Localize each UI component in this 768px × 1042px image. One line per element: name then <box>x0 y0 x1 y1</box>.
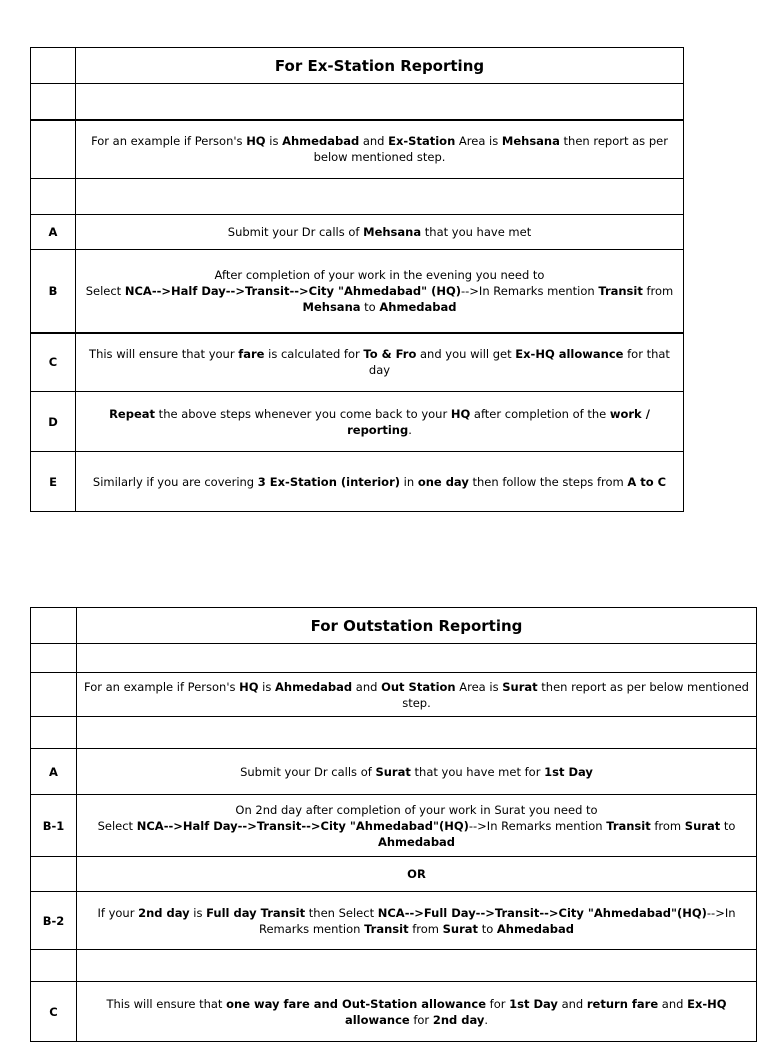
bold-text: Mehsana <box>302 299 361 314</box>
bold-text: Transit <box>364 921 409 936</box>
bold-text: HQ <box>450 406 471 421</box>
bold-text: NCA-->Half Day-->Transit-->City "Ahmedabad" (HQ) <box>124 283 461 298</box>
bold-text: NCA-->Full Day-->Transit-->City "Ahmedabad"(HQ) <box>377 905 707 920</box>
step-key: B <box>31 250 76 333</box>
bold-text: one way fare and Out-Station allowance <box>226 996 486 1011</box>
bold-text: one day <box>417 474 469 489</box>
table-row <box>31 84 684 120</box>
outstation-intro: For an example if Person's HQ is Ahmedabad and Out Station Area is Surat then report as per below mentioned step. <box>77 673 757 717</box>
bold-text: fare <box>238 347 265 362</box>
step-key: C <box>31 982 77 1042</box>
bold-text: 1st Day <box>509 996 558 1011</box>
empty-cell <box>31 644 77 673</box>
step-text: On 2nd day after completion of your work in Surat you need to Select NCA-->Half Day-->Transit-->City "Ahmedabad"(HQ)-->In Remarks mention Transit from Surat to Ahmedabad <box>77 795 757 857</box>
or-row <box>31 857 757 892</box>
empty-cell <box>31 673 77 717</box>
table-row <box>31 48 684 84</box>
bold-text: Transit <box>606 818 651 833</box>
empty-cell <box>31 179 76 215</box>
bold-text: Ex-HQ allowance <box>344 996 727 1027</box>
or-label: OR <box>77 857 757 892</box>
bold-text: To & Fro <box>363 347 417 362</box>
table-row <box>31 717 757 749</box>
step-row-b1 <box>31 795 757 857</box>
step-row-b2 <box>31 892 757 950</box>
bold-text: Transit <box>598 283 643 298</box>
empty-cell <box>77 950 757 982</box>
bold-text: 2nd day <box>432 1012 485 1027</box>
step-text: If your 2nd day is Full day Transit then Select NCA-->Full Day-->Transit-->City "Ahmedabad"(HQ)-->In Remarks mention Transit from Surat to Ahmedabad <box>77 892 757 950</box>
outstation-table <box>30 607 757 1042</box>
empty-cell <box>77 644 757 673</box>
bold-text: HQ <box>239 679 259 694</box>
bold-text: Ahmedabad <box>282 134 360 149</box>
step-text: After completion of your work in the evening you need to Select NCA-->Half Day-->Transit-->City "Ahmedabad" (HQ)-->In Remarks mention Transit from Mehsana to Ahmedabad <box>76 250 684 333</box>
step-text: Submit your Dr calls of Mehsana that you have met <box>76 215 684 250</box>
step-row-a <box>31 749 757 795</box>
step-key: E <box>31 452 76 512</box>
step-row-d <box>31 392 684 452</box>
bold-text: 3 Ex-Station (interior) <box>257 474 401 489</box>
step-text: Submit your Dr calls of Surat that you have met for 1st Day <box>77 749 757 795</box>
empty-cell <box>31 48 76 84</box>
bold-text: Ex-HQ allowance <box>515 347 624 362</box>
table-row <box>31 950 757 982</box>
bold-text: Out Station <box>381 679 456 694</box>
table-row <box>31 179 684 215</box>
bold-text: Surat <box>375 764 411 779</box>
empty-cell <box>31 857 77 892</box>
bold-text: Ahmedabad <box>377 834 456 849</box>
bold-text: NCA-->Half Day-->Transit-->City "Ahmedabad"(HQ) <box>136 818 469 833</box>
step-row-a <box>31 215 684 250</box>
table-row <box>31 608 757 644</box>
bold-text: return fare <box>586 996 659 1011</box>
empty-cell <box>77 717 757 749</box>
table-row <box>31 644 757 673</box>
empty-cell <box>31 84 76 120</box>
bold-text: Surat <box>502 679 538 694</box>
bold-text: Mehsana <box>501 134 560 149</box>
outstation-title: For Outstation Reporting <box>77 608 757 644</box>
table-row <box>31 120 684 179</box>
step-text: Similarly if you are covering 3 Ex-Station (interior) in one day then follow the steps from A to C <box>76 452 684 512</box>
bold-text: Full day Transit <box>206 905 306 920</box>
bold-text: Surat <box>684 818 721 833</box>
empty-cell <box>76 179 684 215</box>
step-key: A <box>31 215 76 250</box>
step-text: Repeat the above steps whenever you come back to your HQ after completion of the work / reporting. <box>76 392 684 452</box>
step-text: This will ensure that your fare is calculated for To & Fro and you will get Ex-HQ allowance for that day <box>76 333 684 392</box>
empty-cell <box>31 120 76 179</box>
bold-text: Ahmedabad <box>379 299 457 314</box>
step-row-c <box>31 982 757 1042</box>
bold-text: HQ <box>246 134 266 149</box>
step-text: This will ensure that one way fare and Out-Station allowance for 1st Day and return fare and Ex-HQ allowance for 2nd day. <box>77 982 757 1042</box>
ex-station-table <box>30 47 684 512</box>
table-row <box>31 673 757 717</box>
empty-cell <box>31 717 77 749</box>
bold-text: Surat <box>442 921 479 936</box>
step-row-e <box>31 452 684 512</box>
bold-text: Ahmedabad <box>496 921 574 936</box>
step-row-b <box>31 250 684 333</box>
empty-cell <box>31 608 77 644</box>
bold-text: 1st Day <box>544 764 593 779</box>
step-key: D <box>31 392 76 452</box>
ex-station-title: For Ex-Station Reporting <box>76 48 684 84</box>
step-key: B-2 <box>31 892 77 950</box>
empty-cell <box>31 950 77 982</box>
bold-text: work / reporting <box>347 406 650 437</box>
step-key: C <box>31 333 76 392</box>
step-key: B-1 <box>31 795 77 857</box>
bold-text: Mehsana <box>363 225 422 239</box>
step-key: A <box>31 749 77 795</box>
step-row-c <box>31 333 684 392</box>
bold-text: Repeat <box>109 406 156 421</box>
ex-station-intro: For an example if Person's HQ is Ahmedabad and Ex-Station Area is Mehsana then report as per below mentioned step. <box>76 120 684 179</box>
bold-text: Ahmedabad <box>275 679 353 694</box>
bold-text: Ex-Station <box>388 134 456 149</box>
bold-text: 2nd day <box>138 905 190 920</box>
empty-cell <box>76 84 684 120</box>
bold-text: A to C <box>627 474 667 489</box>
